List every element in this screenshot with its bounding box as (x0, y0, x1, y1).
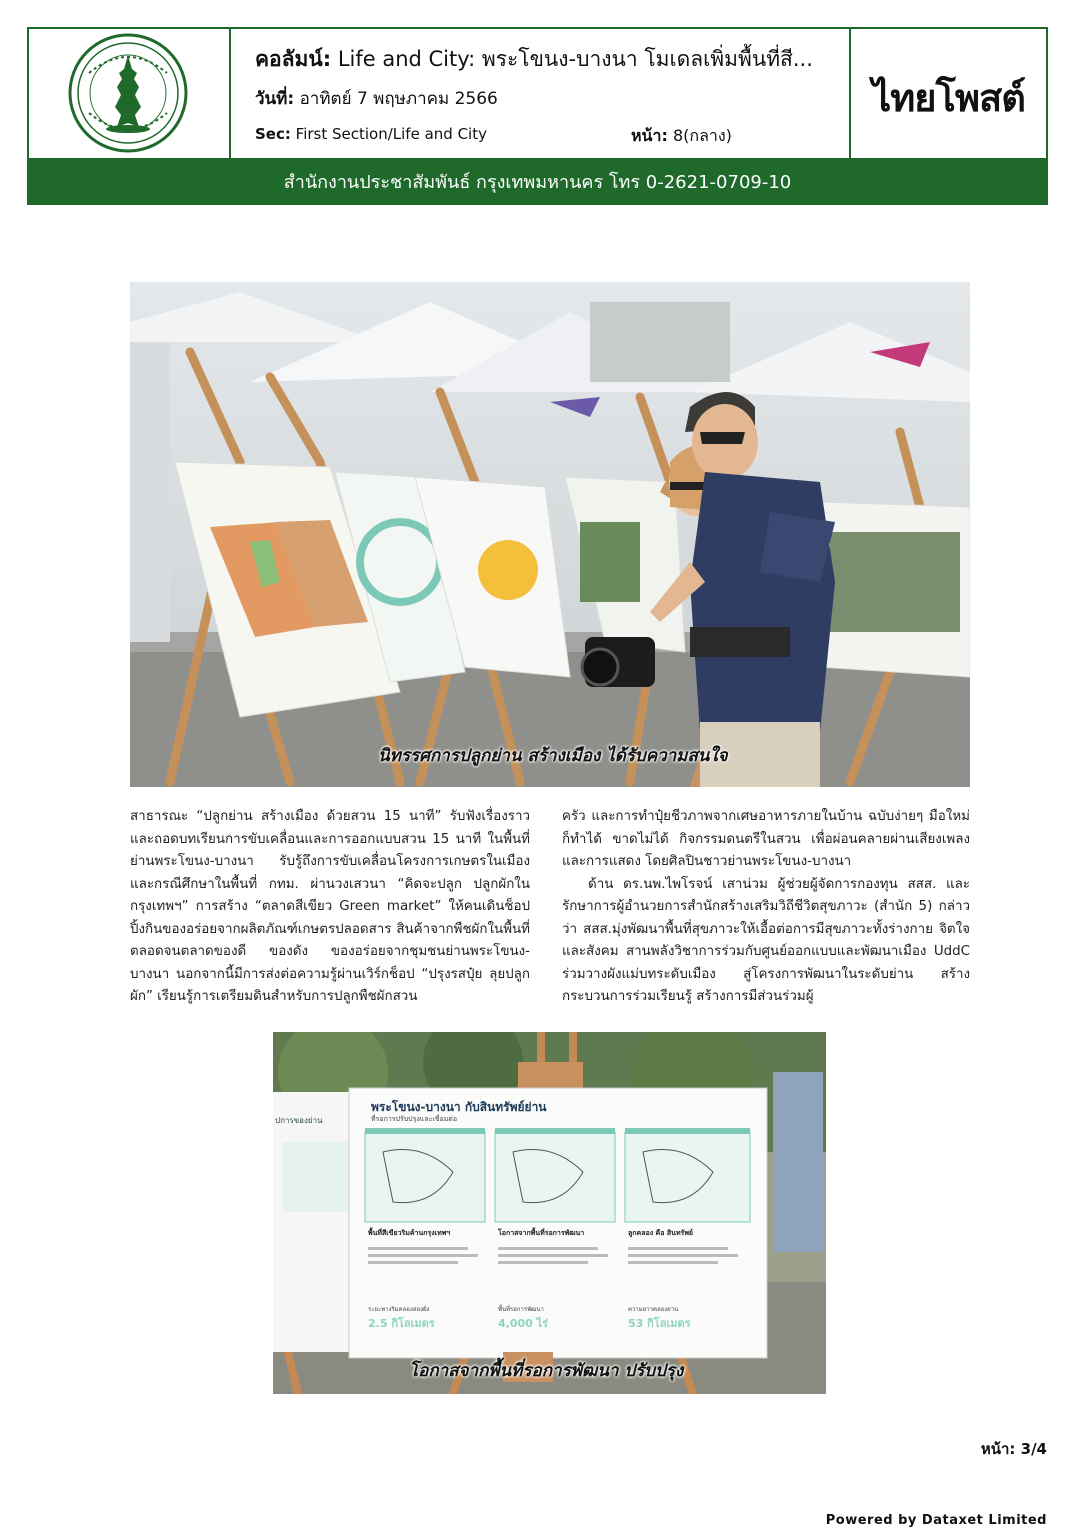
exhibition-photo (130, 282, 970, 787)
exhibition-photo-illustration (130, 282, 970, 787)
powered-by: Powered by Dataxet Limited (825, 1513, 1047, 1528)
article-column-right (562, 806, 970, 1009)
article-paragraph: ครัว และการทำปุ๋ยชีวภาพจากเศษอาหารภายในบ้าน ฉบับง่ายๆ มือใหม่ก็ทำได้ ขาดไม่ได้ กิจกรรมดนตรีในสวน เพื่อผ่อนคลายผ่านเสียงเพลงและการแสดง โดยศิลปินชาวย่านพระโขนง-บางนา (562, 809, 970, 869)
panel-stat: 4,000 ไร่ (498, 1317, 549, 1330)
bangkok-seal-logo (29, 29, 229, 158)
panel-stat-label: ความยาวคลองย่าน (628, 1306, 679, 1313)
page-number: หน้า: 3/4 (980, 1440, 1047, 1458)
panel-stat-label: พื้นที่รอการพัฒนา (498, 1306, 544, 1313)
section-label: Sec: (255, 125, 291, 143)
page-value: 8(กลาง) (672, 126, 732, 145)
board-photo-illustration (273, 1032, 826, 1394)
column-label: คอลัมน์: (255, 47, 332, 71)
date-value: อาทิตย์ 7 พฤษภาคม 2566 (299, 89, 498, 109)
photo1-caption: นิทรรศการปลูกย่าน สร้างเมือง ได้รับความสนใจ (378, 746, 728, 766)
section-value: First Section/Life and City (295, 125, 487, 143)
panel-heading: โอกาสจากพื้นที่รอการพัฒนา (498, 1229, 585, 1237)
photo2-caption: โอกาสจากพื้นที่รอการพัฒนา ปรับปรุง (409, 1361, 684, 1381)
panel-stat: 2.5 กิโลเมตร (368, 1317, 435, 1330)
article-paragraph: ด้าน ดร.นพ.ไพโรจน์ เสาน่วม ผู้ช่วยผู้จัดการกองทุน สสส. และรักษาการผู้อำนวยการสำนักสร้างเสริมวิถีชีวิตสุขภาวะ (สำนัก 5) กล่าวว่า สสส.มุ่งพัฒนาพื้นที่สุขภาวะให้เอื้อต่อการมีสุขภาวะทั้งร่างกาย จิตใจ และสังคม สานพลังวิชาการร่วมกับศูนย์ออกแบบและพัฒนาเมือง UddC ร่วมวางผังแม่บทระดับเมือง สู่โครงการพัฒนาในระดับย่าน สร้างกระบวนการร่วมเรียนรู้ สร้างการมีส่วนร่วมผู้ (562, 876, 970, 1004)
board-photo (273, 1032, 826, 1394)
section-line (255, 125, 487, 143)
article-paragraph: สาธารณะ “ปลูกย่าน สร้างเมือง ด้วยสวน 15 นาที” รับฟังเรื่องราวและถอดบทเรียนการขับเคลื่อนและการออกแบบสวน 15 นาที ในพื้นที่ย่านพระโขนง-บางนา รับรู้ถึงการขับเคลื่อนโครงการเกษตรในเมือง และกรณีศึกษาในพื้นที่ กทม. ผ่านวงเสวนา “คิดจะปลูก ปลูกผักในกรุงเทพฯ” การสร้าง “ตลาดสีเขียว Green market” ให้คนเดินช็อปปิ้งกินของอร่อยจากผลิตภัณฑ์เกษตรปลอดสาร สินค้าจากพืชผักในพื้นที่ ตลอดจนตลาดของดี ของดัง ของอร่อยจากชุมชนย่านพระโขนง-บางนา นอกจากนี้มีการส่งต่อความรู้ผ่านเวิร์กช็อป “ปรุงรสปุ๋ย ลุยปลูกผัก” เรียนรู้การเตรียมดินสำหรับการปลูกพืชผักสวน (130, 809, 530, 1004)
column-title (255, 43, 813, 76)
newspaper-name: ไทยโพสต์ (872, 76, 1025, 120)
panel-heading: พื้นที่สีเขียวริมค้านกรุงเทพฯ (368, 1229, 451, 1237)
panel-heading: ลูกคลอง คือ สินทรัพย์ (628, 1229, 694, 1237)
newspaper-cell (851, 29, 1046, 158)
date-label: วันที่: (255, 89, 295, 109)
contact-banner: สำนักงานประชาสัมพันธ์ กรุงเทพมหานคร โทร 0-2621-0709-10 (27, 160, 1048, 205)
column-title-text: Life and City: พระโขนง-บางนา โมเดลเพิ่มพื้นที่สี... (337, 47, 813, 71)
article-column-left (130, 806, 530, 1009)
left-board-title: ปการของย่าน (275, 1116, 323, 1125)
page-ref (631, 124, 732, 149)
date-line (255, 85, 498, 112)
logo-cell (29, 29, 231, 158)
page-label: หน้า: (631, 126, 668, 145)
panel-stat: 53 กิโลเมตร (628, 1317, 691, 1330)
header-info (231, 29, 851, 158)
article-header (27, 27, 1048, 160)
panel-stat-label: ระยะทางริมคลองสองฝั่ง (368, 1306, 430, 1313)
board-title: พระโขนง-บางนา กับสินทรัพย์ย่าน (371, 1100, 547, 1114)
board-subtitle: ที่รอการปรับปรุงและเชื่อมต่อ (371, 1115, 458, 1123)
